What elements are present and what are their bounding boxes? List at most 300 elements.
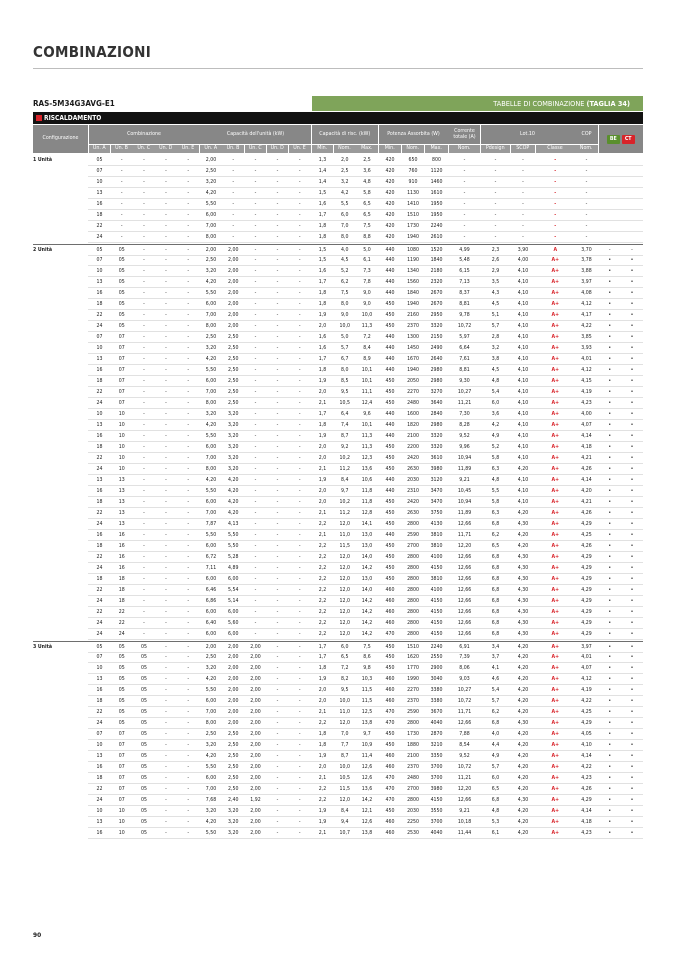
table-cell: 1940 [407,234,419,240]
table-cell: 2,50 [228,356,239,362]
table-cell: 05 [118,301,125,307]
table-cell: • [630,400,634,406]
table-cell: 05 [141,709,147,715]
energy-class: A+ [551,576,560,582]
table-cell: 3380 [430,687,443,693]
table-cell: - [165,620,167,626]
table-cell: 6,8 [491,598,500,604]
table-cell: - [276,334,279,340]
table-cell: - [187,279,190,285]
table-cell: 4040 [430,830,443,836]
table-cell: 18 [96,499,103,505]
table-cell: - [165,775,167,781]
table-cell: 1,8 [318,422,327,428]
table-cell: 2800 [407,521,419,527]
table-cell: - [143,179,145,185]
table-cell: 1,8 [318,367,327,373]
energy-class: - [554,201,557,207]
table-cell: 2670 [430,290,443,296]
table-cell: 22 [118,609,125,615]
table-cell: • [608,301,612,307]
table-cell: 1,7 [318,411,327,417]
table-cell: - [276,775,279,781]
table-cell: 4,26 [581,466,592,472]
table-cell: - [187,356,190,362]
table-cell: 2,50 [228,345,239,351]
table-cell: 1,8 [318,290,327,296]
table-cell: 13,6 [361,466,373,472]
table-cell: 2,2 [318,797,327,803]
energy-class: A+ [551,444,560,450]
table-cell: - [254,279,257,285]
table-cell: 6,5 [341,654,349,660]
subheader-cell: Max. [425,145,449,154]
table-cell: 1,5 [318,257,327,263]
table-cell: - [165,466,167,472]
table-cell: 2180 [430,268,443,274]
table-cell: 11,8 [361,499,373,505]
header-power-input: Potenza Assorbita (W) [379,125,449,144]
table-cell: 10 [96,179,103,185]
table-cell: 5,4 [491,389,500,395]
table-cell: - [165,477,167,483]
table-cell: • [608,268,612,274]
table-cell: - [254,543,257,549]
table-cell: 3700 [430,764,443,770]
table-cell: - [522,201,524,207]
table-cell: - [494,190,497,196]
table-cell: • [630,808,634,814]
table-cell: 4,13 [228,521,239,527]
table-row [33,663,643,674]
table-cell: - [165,455,167,461]
table-cell: 2,50 [228,389,239,395]
table-cell: 2030 [407,477,419,483]
table-cell: 7,4 [341,422,349,428]
table-cell: 12,0 [339,587,350,593]
table-cell: 4040 [430,720,443,726]
table-cell: - [276,830,279,836]
table-cell: 3320 [430,323,443,329]
table-cell: 10,94 [457,499,472,505]
table-cell: - [463,179,466,185]
table-cell: 2,9 [491,268,500,274]
table-row [33,519,643,530]
table-cell: - [187,223,190,229]
table-cell: 420 [385,179,395,185]
table-cell: 1,9 [318,312,327,318]
table-cell: - [165,554,167,560]
header-combination: Combinazione [89,125,200,144]
header-unit-capacity: Capacità dell'unità (kW) [200,125,311,144]
table-cell: 24 [96,598,103,604]
table-cell: 24 [96,620,103,626]
table-cell: 11,89 [457,510,472,516]
table-cell: 10,0 [339,698,350,704]
table-cell: 440 [385,488,395,494]
table-cell: 4,29 [581,521,592,527]
table-cell: • [630,720,634,726]
table-cell: - [165,212,167,218]
table-cell: 05 [141,654,147,660]
energy-class: A+ [551,488,560,494]
table-cell: 10,72 [457,323,472,329]
table-cell: 11,5 [339,543,350,549]
table-cell: 10,1 [361,367,373,373]
table-cell: 9,7 [341,488,349,494]
table-cell: 2,00 [250,709,261,715]
table-cell: - [254,565,257,571]
table-cell: - [165,499,167,505]
table-cell: 1120 [430,168,443,174]
table-cell: • [630,709,634,715]
table-cell: 1730 [407,223,419,229]
table-cell: - [463,190,466,196]
table-cell: 1,9 [318,753,327,759]
table-cell: - [165,290,167,296]
table-cell: 11,3 [361,444,373,450]
table-cell: 3,70 [581,247,592,253]
table-cell: 11,1 [361,389,373,395]
table-cell: 4,14 [581,753,592,759]
table-cell: - [276,676,279,682]
table-cell: 12,1 [361,808,373,814]
table-cell: - [494,201,497,207]
energy-class: A+ [551,797,560,803]
table-cell: 05 [141,775,147,781]
table-cell: 5,50 [205,687,217,693]
table-cell: - [585,234,588,240]
table-cell: - [120,223,123,229]
energy-class: A+ [551,356,560,362]
table-cell: • [630,323,634,329]
table-cell: 11,8 [361,488,373,494]
table-cell: - [165,598,167,604]
table-cell: - [165,587,167,593]
table-cell: - [276,433,279,439]
energy-class: A+ [551,532,560,538]
table-cell: 4,29 [581,565,592,571]
table-cell: 10,27 [457,389,472,395]
table-cell: 11,3 [361,433,373,439]
table-cell: - [143,389,145,395]
table-cell: 4,10 [517,345,529,351]
table-cell: - [276,444,279,450]
table-cell: 2,2 [318,521,327,527]
table-cell: 22 [118,620,125,626]
table-cell: - [187,367,190,373]
table-cell: • [608,345,612,351]
table-cell: • [630,819,634,825]
table-cell: 4,20 [228,510,239,516]
table-cell: 4,19 [581,687,592,693]
table-cell: - [187,477,190,483]
table-cell: - [298,786,301,792]
table-cell: 2,00 [228,698,239,704]
table-cell: - [585,190,588,196]
table-cell: 12,66 [457,797,472,803]
table-cell: 4,29 [581,720,592,726]
table-cell: - [585,168,588,174]
table-cell: 4,9 [491,753,500,759]
table-cell: 2800 [407,620,419,626]
energy-class: A+ [551,554,560,560]
table-cell: 1,9 [318,676,327,682]
table-cell: - [298,676,301,682]
table-cell: - [143,620,145,626]
table-cell: • [608,786,612,792]
table-cell: 2,00 [205,157,217,163]
table-cell: 4,20 [517,676,529,682]
energy-class: A+ [551,587,560,593]
energy-class: A+ [551,367,560,373]
table-cell: - [254,223,257,229]
table-cell: - [254,521,257,527]
table-cell: 05 [141,786,147,792]
table-cell: 4,07 [581,665,592,671]
table-cell: 2,2 [318,620,327,626]
table-cell: 1950 [430,212,443,218]
table-cell: 13,0 [361,532,373,538]
table-cell: 10 [118,830,125,836]
table-cell: 3550 [430,808,443,814]
table-cell: - [232,157,235,163]
table-cell: 2,00 [250,644,261,650]
table-cell: - [232,201,235,207]
table-cell: 05 [118,654,125,660]
table-cell: 2,00 [250,665,261,671]
table-cell: - [254,532,257,538]
energy-class: A+ [551,620,560,626]
table-cell: - [276,247,279,253]
table-cell: - [298,212,301,218]
table-cell: 5,48 [459,257,470,263]
table-cell: 4,20 [228,477,239,483]
table-cell: 1840 [430,257,443,263]
header-heating-capacity: Capacità di risc. (kW) [312,125,379,144]
table-cell: 2,00 [228,687,239,693]
table-cell: 2100 [407,753,419,759]
subheader-cell: Un. B [222,145,244,154]
table-row [33,828,643,839]
table-cell: 18 [96,543,103,549]
table-cell: - [187,775,190,781]
table-cell: 3,20 [205,179,217,185]
table-cell: - [165,698,167,704]
table-cell: 12,0 [339,576,350,582]
table-cell: 10,72 [457,764,472,770]
table-cell: - [276,709,279,715]
table-cell: 3,20 [228,466,239,472]
table-cell: • [630,268,634,274]
table-cell: 450 [385,543,395,549]
table-cell: 1,9 [318,378,327,384]
table-cell: - [276,201,279,207]
table-cell: 2,0 [318,389,327,395]
table-cell: - [254,301,257,307]
table-cell: 2610 [430,234,443,240]
table-cell: 2,1 [318,775,327,781]
table-cell: 24 [96,720,103,726]
table-cell: - [143,631,145,637]
table-cell: 13 [96,422,103,428]
table-cell: - [120,168,123,174]
table-cell: - [187,323,190,329]
table-cell: • [608,654,612,660]
table-cell: - [143,157,145,163]
table-cell: 2,50 [205,334,217,340]
table-cell: 4,30 [517,797,529,803]
table-cell: 2,50 [228,775,239,781]
table-cell: 460 [385,753,395,759]
table-cell: - [187,808,190,814]
table-cell: - [187,201,190,207]
table-cell: - [298,720,301,726]
table-cell: - [165,190,167,196]
table-cell: - [276,157,279,163]
table-cell: - [254,433,257,439]
table-cell: 2,50 [228,400,239,406]
table-cell: 2,00 [250,742,261,748]
table-cell: 8,2 [341,676,349,682]
table-cell: 13 [118,477,125,483]
table-cell: - [276,764,279,770]
table-cell: - [165,808,167,814]
table-cell: 3210 [430,742,443,748]
table-cell: 12,66 [457,576,472,582]
table-cell: 1,6 [318,334,327,340]
table-cell: 07 [118,797,125,803]
table-cell: - [165,819,167,825]
table-cell: 3,8 [491,356,500,362]
table-cell: • [630,411,634,417]
table-cell: 7,87 [205,521,217,527]
table-cell: 4,20 [205,753,217,759]
table-cell: - [143,247,145,253]
table-cell: 07 [118,367,125,373]
table-cell: 1460 [430,179,443,185]
table-cell: 4100 [430,587,443,593]
table-cell: 4,2 [491,422,500,428]
table-cell: • [608,587,612,593]
table-cell: 10 [118,411,125,417]
subheader-cell: Un. D [155,145,177,154]
subheader-cell: Min. [379,145,402,154]
table-cell: 2420 [407,455,419,461]
table-cell: 450 [385,400,395,406]
table-cell: - [187,168,190,174]
table-cell: - [232,190,235,196]
table-cell: - [494,157,497,163]
table-cell: 5,3 [491,819,500,825]
table-cell: 2,0 [318,444,327,450]
table-cell: 16 [96,488,103,494]
table-cell: - [143,257,145,263]
table-cell: 470 [385,786,395,792]
table-cell: 07 [118,356,125,362]
table-cell: - [187,400,190,406]
table-cell: 5,50 [205,830,217,836]
table-cell: 2270 [407,687,419,693]
subheader-cell: Un. C [133,145,155,154]
table-cell: 4,10 [517,477,529,483]
table-cell: 4150 [430,797,443,803]
table-cell: - [143,190,145,196]
table-cell: 7,13 [459,279,470,285]
table-row [33,607,643,618]
table-cell: 420 [385,212,395,218]
table-cell: 3,20 [228,819,239,825]
table-cell: 2,00 [228,301,239,307]
table-cell: 22 [96,455,103,461]
table-cell: - [165,389,167,395]
table-cell: 6,00 [205,576,217,582]
table-cell: 18 [118,587,125,593]
table-cell: - [298,444,301,450]
table-cell: - [298,433,301,439]
energy-class: A+ [551,808,560,814]
table-cell: - [298,576,301,582]
table-cell: - [187,466,190,472]
table-cell: 450 [385,644,395,650]
table-cell: 8,8 [363,234,371,240]
table-cell: 16 [96,201,103,207]
table-cell: - [298,565,301,571]
table-cell: 10,0 [339,323,350,329]
table-cell: 1,3 [318,157,327,163]
table-cell: 1,7 [318,654,327,660]
table-cell: 2150 [430,334,443,340]
table-cell: 12,66 [457,598,472,604]
table-cell: - [187,521,190,527]
table-cell: 2,0 [318,698,327,704]
table-cell: - [522,168,524,174]
table-cell: - [187,345,190,351]
table-row [33,221,643,232]
table-cell: - [254,247,257,253]
table-cell: 07 [118,742,125,748]
table-cell: 22 [96,587,103,593]
table-cell: 5,50 [205,367,217,373]
energy-class: - [554,234,557,240]
table-cell: 10 [118,466,125,472]
table-cell: - [165,742,167,748]
model-name: RAS-5M34G3AVG-E1 [33,99,115,108]
table-cell: 4,18 [581,819,592,825]
table-cell: - [298,367,301,373]
table-cell: 6,72 [205,554,217,560]
table-cell: 450 [385,510,395,516]
table-cell: • [608,411,612,417]
table-row [33,806,643,817]
table-cell: • [608,731,612,737]
energy-class: A [553,247,558,253]
table-cell: - [187,830,190,836]
table-cell: 2,2 [318,609,327,615]
table-cell: 5,60 [228,620,239,626]
table-cell: - [298,665,301,671]
table-cell: 4,5 [491,367,500,373]
table-cell: - [298,742,301,748]
table-cell: 3980 [430,466,443,472]
table-cell: - [298,201,301,207]
energy-class: A+ [551,466,560,472]
table-cell: 2,50 [205,168,217,174]
table-row [33,729,643,740]
table-cell: 2,5 [363,157,371,163]
table-cell: 9,21 [459,808,470,814]
table-cell: 440 [385,334,395,340]
